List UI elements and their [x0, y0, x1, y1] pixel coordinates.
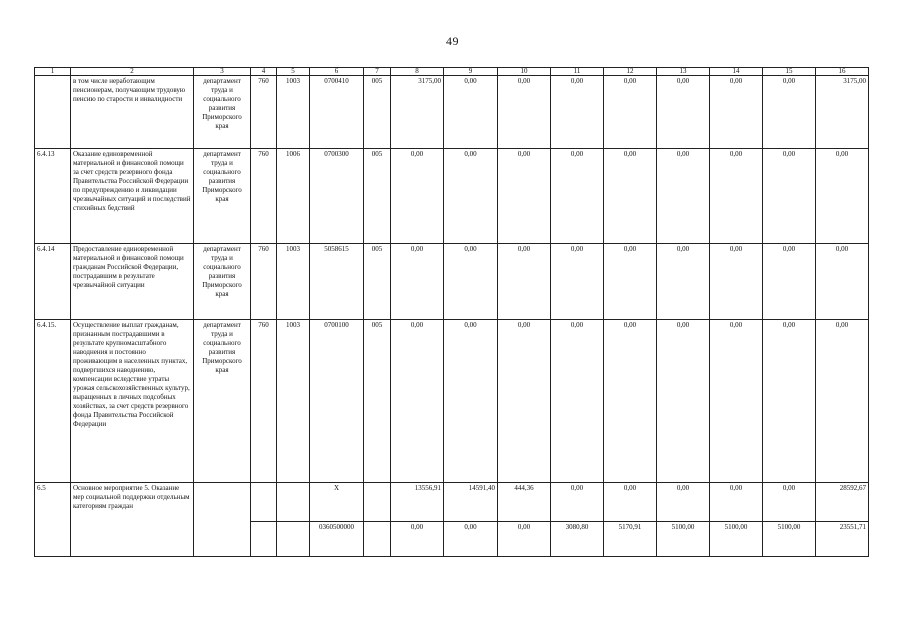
amount-cell: 0,00	[551, 149, 604, 244]
amount-cell: 0,00	[498, 320, 551, 483]
item-number	[35, 76, 71, 149]
header-cell: 9	[444, 68, 498, 76]
header-cell: 4	[251, 68, 277, 76]
amount-cell: 0,00	[444, 244, 498, 320]
amount-cell: 0,00	[444, 76, 498, 149]
amount-cell: 0,00	[444, 320, 498, 483]
table-row	[35, 76, 869, 149]
amount-cell: 5100,00	[657, 522, 710, 557]
amount-cell: 444,36	[498, 483, 551, 522]
amount-cell: 3175,00	[816, 76, 869, 149]
amount-cell: 0,00	[444, 149, 498, 244]
amount-cell: 0,00	[657, 320, 710, 483]
amount-cell: 13556,91	[391, 483, 444, 522]
code-cell: 005	[364, 244, 391, 320]
amount-cell: 0,00	[763, 320, 816, 483]
code-cell: 005	[364, 320, 391, 483]
amount-cell: 23551,71	[816, 522, 869, 557]
header-cell: 14	[710, 68, 763, 76]
code-cell: 760	[251, 149, 277, 244]
amount-cell: 0,00	[710, 483, 763, 522]
amount-cell: 14591,40	[444, 483, 498, 522]
item-description: Предоставление единовременной материальной и финансовой помощи гражданам Российской Федерации, пострадавшим в результате чрезвычайной ситуации	[71, 244, 194, 320]
code-cell: 0700300	[310, 149, 364, 244]
amount-cell: 5100,00	[763, 522, 816, 557]
department: департамент труда и социального развития Приморского края	[194, 76, 251, 149]
header-cell: 5	[277, 68, 310, 76]
code-cell: 0700100	[310, 320, 364, 483]
header-cell: 3	[194, 68, 251, 76]
amount-cell: 0,00	[657, 483, 710, 522]
code-cell: 1006	[277, 149, 310, 244]
code-cell: 1003	[277, 320, 310, 483]
header-cell: 2	[71, 68, 194, 76]
amount-cell: 0,00	[444, 522, 498, 557]
department: департамент труда и социального развития Приморского края	[194, 149, 251, 244]
table-row	[35, 244, 869, 320]
header-cell: 13	[657, 68, 710, 76]
code-cell	[277, 483, 310, 522]
amount-cell: 0,00	[551, 320, 604, 483]
amount-cell: 0,00	[816, 149, 869, 244]
department: департамент труда и социального развития Приморского края	[194, 320, 251, 483]
header-cell: 11	[551, 68, 604, 76]
header-cell: 7	[364, 68, 391, 76]
header-cell: 15	[763, 68, 816, 76]
code-cell: 1003	[277, 244, 310, 320]
code-cell: 005	[364, 76, 391, 149]
table-row	[35, 320, 869, 483]
amount-cell: 0,00	[710, 244, 763, 320]
amount-cell: 0,00	[391, 149, 444, 244]
amount-cell: 0,00	[498, 76, 551, 149]
code-cell: 5058615	[310, 244, 364, 320]
amount-cell: 0,00	[816, 320, 869, 483]
amount-cell: 0,00	[391, 320, 444, 483]
item-description: Оказание единовременной материальной и финансовой помощи за счет средств резервного фонда Правительства Российской Федерации по предупреждению и ликвидации чрезвычайных ситуаций и последствий стихийных бедствий	[71, 149, 194, 244]
code-cell	[364, 483, 391, 522]
amount-cell: 0,00	[391, 522, 444, 557]
amount-cell: 0,00	[498, 244, 551, 320]
code-cell	[364, 522, 391, 557]
amount-cell: 0,00	[604, 320, 657, 483]
item-number: 6.5	[35, 483, 71, 557]
header-cell: 1	[35, 68, 71, 76]
amount-cell: 0,00	[763, 76, 816, 149]
code-cell	[251, 483, 277, 522]
item-number: 6.4.15.	[35, 320, 71, 483]
amount-cell: 0,00	[391, 244, 444, 320]
item-description: Основное мероприятие 5. Оказание мер социальной поддержки отдельным категориям граждан	[71, 483, 194, 557]
column-number-header	[35, 68, 869, 76]
code-cell: X	[310, 483, 364, 522]
amount-cell: 0,00	[657, 76, 710, 149]
header-cell: 6	[310, 68, 364, 76]
code-cell	[251, 522, 277, 557]
amount-cell: 0,00	[551, 483, 604, 522]
header-cell: 10	[498, 68, 551, 76]
amount-cell: 0,00	[498, 149, 551, 244]
item-description: в том числе неработающим пенсионерам, получающим трудовую пенсию по старости и инвалидности	[71, 76, 194, 149]
amount-cell: 0,00	[604, 483, 657, 522]
item-number: 6.4.13	[35, 149, 71, 244]
amount-cell: 0,00	[604, 244, 657, 320]
code-cell: 760	[251, 244, 277, 320]
code-cell	[277, 522, 310, 557]
amount-cell: 0,00	[604, 149, 657, 244]
item-description: Осуществление выплат гражданам, признанным пострадавшими в результате крупномасштабного наводнения и постоянно проживающим в населенных пунктах, подвергшихся наводнению, компенсации вследствие утраты урожая сельскохозяйственных культур, выращенных в личных подсобных хозяйствах, за счет средств резервного фонда Правительства Российской Федерации	[71, 320, 194, 483]
amount-cell: 28592,67	[816, 483, 869, 522]
amount-cell: 0,00	[763, 483, 816, 522]
code-cell: 005	[364, 149, 391, 244]
table-row	[35, 483, 869, 522]
code-cell: 760	[251, 76, 277, 149]
amount-cell: 3175,00	[391, 76, 444, 149]
header-cell: 8	[391, 68, 444, 76]
amount-cell: 0,00	[657, 244, 710, 320]
amount-cell: 3080,80	[551, 522, 604, 557]
header-cell: 12	[604, 68, 657, 76]
amount-cell: 5170,91	[604, 522, 657, 557]
amount-cell: 0,00	[551, 244, 604, 320]
amount-cell: 0,00	[763, 244, 816, 320]
department: департамент труда и социального развития Приморского края	[194, 244, 251, 320]
code-cell: 0700410	[310, 76, 364, 149]
amount-cell: 0,00	[551, 76, 604, 149]
item-number: 6.4.14	[35, 244, 71, 320]
code-cell: 760	[251, 320, 277, 483]
budget-table	[34, 67, 869, 557]
code-cell: 0360500000	[310, 522, 364, 557]
page-number: 49	[446, 34, 459, 48]
amount-cell: 0,00	[710, 320, 763, 483]
amount-cell: 0,00	[657, 149, 710, 244]
department	[194, 483, 251, 557]
amount-cell: 0,00	[604, 76, 657, 149]
table-row	[35, 149, 869, 244]
amount-cell: 5100,00	[710, 522, 763, 557]
amount-cell: 0,00	[816, 244, 869, 320]
code-cell: 1003	[277, 76, 310, 149]
amount-cell: 0,00	[498, 522, 551, 557]
amount-cell: 0,00	[763, 149, 816, 244]
header-cell: 16	[816, 68, 869, 76]
amount-cell: 0,00	[710, 76, 763, 149]
amount-cell: 0,00	[710, 149, 763, 244]
